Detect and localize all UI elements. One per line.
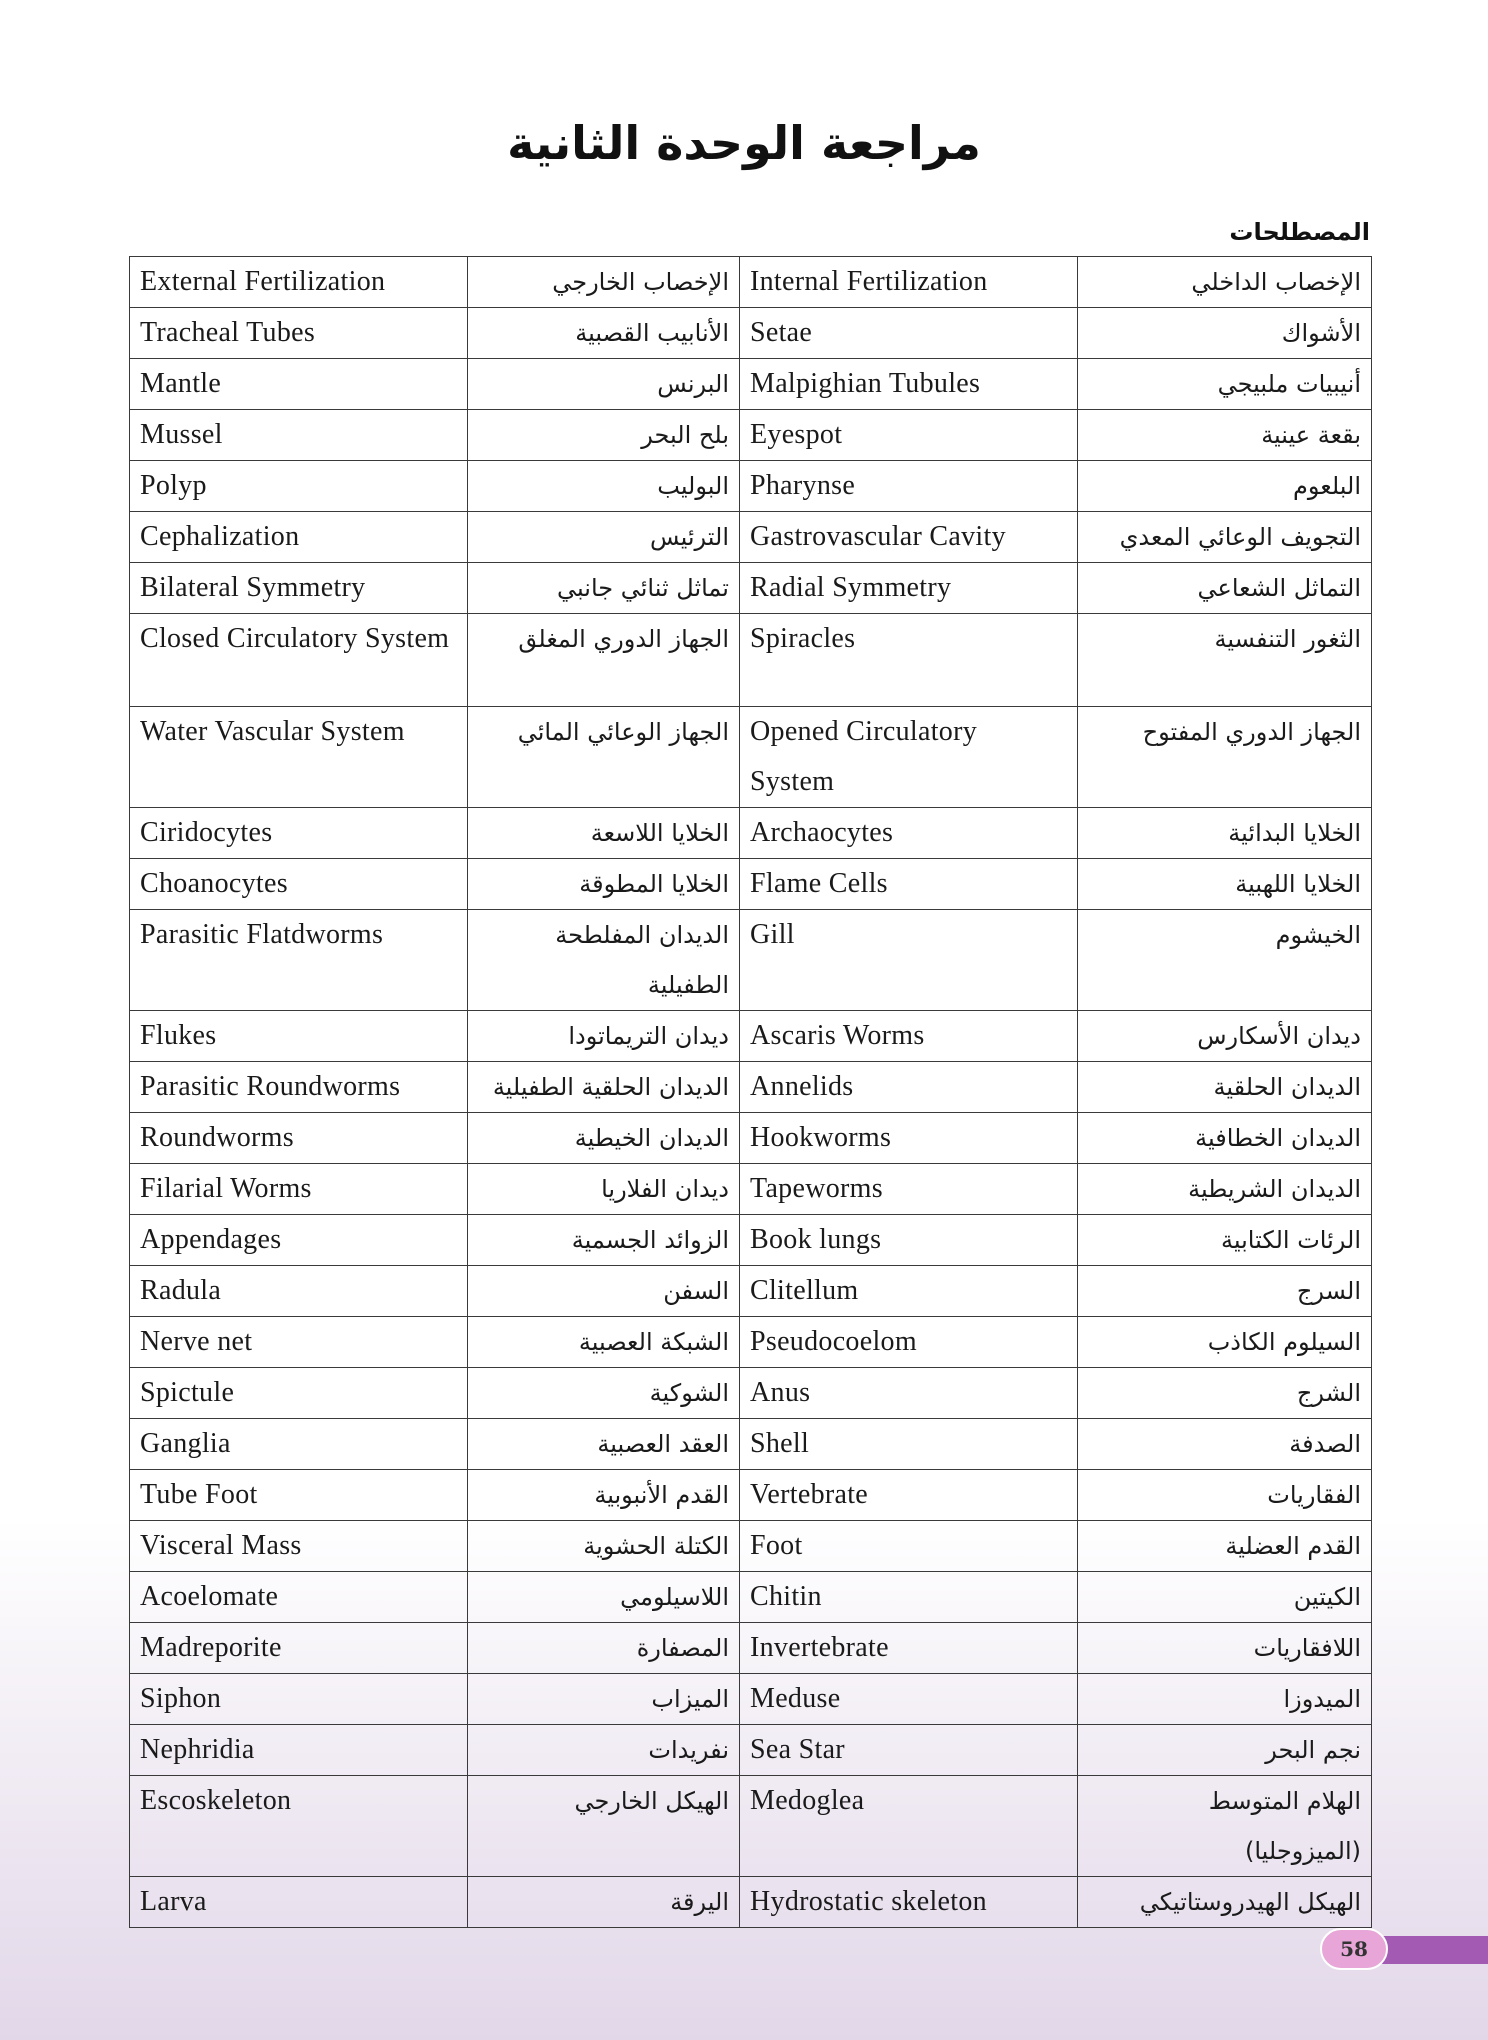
table-row xyxy=(130,859,1372,910)
term-arabic: الميدوزا xyxy=(1078,1674,1372,1725)
term-arabic: الخلايا اللهبية xyxy=(1078,859,1372,910)
term-arabic: ديدان التريماتودا xyxy=(468,1011,740,1062)
term-english: Setae xyxy=(740,308,1078,359)
table-row xyxy=(130,1776,1372,1877)
term-arabic: اللافقاريات xyxy=(1078,1623,1372,1674)
term-arabic: الصدفة xyxy=(1078,1419,1372,1470)
term-arabic: البرنس xyxy=(468,359,740,410)
table-row xyxy=(130,1623,1372,1674)
term-english: Spiracles xyxy=(740,614,1078,707)
table-row xyxy=(130,808,1372,859)
table-row xyxy=(130,707,1372,808)
term-english: Flame Cells xyxy=(740,859,1078,910)
term-english: External Fertilization xyxy=(130,257,468,308)
term-english: Ciridocytes xyxy=(130,808,468,859)
table-row xyxy=(130,563,1372,614)
page-number: 58 xyxy=(1320,1928,1388,1970)
term-english: Parasitic Roundworms xyxy=(130,1062,468,1113)
table-row xyxy=(130,1572,1372,1623)
term-arabic: الخلايا المطوقة xyxy=(468,859,740,910)
term-arabic: الخيشوم xyxy=(1078,910,1372,1011)
table-row xyxy=(130,461,1372,512)
term-english: Closed Circulatory System xyxy=(130,614,468,707)
term-arabic: الأنابيب القصبية xyxy=(468,308,740,359)
table-row xyxy=(130,1419,1372,1470)
term-arabic: الديدان المفلطحة الطفيلية xyxy=(468,910,740,1011)
term-arabic: الجهاز الدوري المغلق xyxy=(468,614,740,707)
term-arabic: السفن xyxy=(468,1266,740,1317)
term-english: Escoskeleton xyxy=(130,1776,468,1877)
table-row xyxy=(130,410,1372,461)
term-arabic: العقد العصبية xyxy=(468,1419,740,1470)
term-english: Shell xyxy=(740,1419,1078,1470)
term-arabic: الديدان الحلقية xyxy=(1078,1062,1372,1113)
term-english: Book lungs xyxy=(740,1215,1078,1266)
term-english: Gastrovascular Cavity xyxy=(740,512,1078,563)
term-arabic: السرج xyxy=(1078,1266,1372,1317)
term-arabic: الإخصاب الخارجي xyxy=(468,257,740,308)
table-row xyxy=(130,614,1372,707)
table-row xyxy=(130,1725,1372,1776)
term-arabic: بلح البحر xyxy=(468,410,740,461)
term-english: Nerve net xyxy=(130,1317,468,1368)
term-arabic: المصفارة xyxy=(468,1623,740,1674)
term-english: Ganglia xyxy=(130,1419,468,1470)
term-english: Pharynse xyxy=(740,461,1078,512)
term-english: Spictule xyxy=(130,1368,468,1419)
page-title: مراجعة الوحدة الثانية xyxy=(507,116,981,170)
term-arabic: البوليب xyxy=(468,461,740,512)
term-arabic: ديدان الفلاريا xyxy=(468,1164,740,1215)
term-english: Hydrostatic skeleton xyxy=(740,1877,1078,1928)
term-arabic: الشرج xyxy=(1078,1368,1372,1419)
term-english: Hookworms xyxy=(740,1113,1078,1164)
term-english: Appendages xyxy=(130,1215,468,1266)
term-english: Parasitic Flatdworms xyxy=(130,910,468,1011)
glossary-table xyxy=(129,256,1372,1928)
table-row xyxy=(130,1266,1372,1317)
term-english: Polyp xyxy=(130,461,468,512)
table-row xyxy=(130,1215,1372,1266)
term-arabic: ديدان الأسكارس xyxy=(1078,1011,1372,1062)
term-arabic: الميزاب xyxy=(468,1674,740,1725)
term-english: Flukes xyxy=(130,1011,468,1062)
term-arabic: الأشواك xyxy=(1078,308,1372,359)
term-arabic: الخلايا البدائية xyxy=(1078,808,1372,859)
term-arabic: الهيكل الخارجي xyxy=(468,1776,740,1877)
term-english: Eyespot xyxy=(740,410,1078,461)
term-english: Pseudocoelom xyxy=(740,1317,1078,1368)
term-arabic: الإخصاب الداخلي xyxy=(1078,257,1372,308)
term-arabic: الفقاريات xyxy=(1078,1470,1372,1521)
term-english: Acoelomate xyxy=(130,1572,468,1623)
term-arabic: الجهاز الوعائي المائي xyxy=(468,707,740,808)
term-english: Clitellum xyxy=(740,1266,1078,1317)
term-arabic: الديدان الحلقية الطفيلية xyxy=(468,1062,740,1113)
term-arabic: الشوكية xyxy=(468,1368,740,1419)
table-row xyxy=(130,359,1372,410)
table-row xyxy=(130,257,1372,308)
table-row xyxy=(130,1521,1372,1572)
footer-bar xyxy=(1380,1936,1488,1964)
term-arabic: الجهاز الدوري المفتوح xyxy=(1078,707,1372,808)
table-row xyxy=(130,1877,1372,1928)
table-row xyxy=(130,1470,1372,1521)
term-english: Larva xyxy=(130,1877,468,1928)
term-english: Tapeworms xyxy=(740,1164,1078,1215)
term-arabic: البلعوم xyxy=(1078,461,1372,512)
term-english: Anus xyxy=(740,1368,1078,1419)
term-arabic: الكيتين xyxy=(1078,1572,1372,1623)
term-arabic: الديدان الشريطية xyxy=(1078,1164,1372,1215)
table-row xyxy=(130,512,1372,563)
term-english: Filarial Worms xyxy=(130,1164,468,1215)
term-arabic: السيلوم الكاذب xyxy=(1078,1317,1372,1368)
term-english: Vertebrate xyxy=(740,1470,1078,1521)
table-row xyxy=(130,308,1372,359)
table-row xyxy=(130,1164,1372,1215)
term-arabic: الديدان الخيطية xyxy=(468,1113,740,1164)
term-arabic: الخلايا اللاسعة xyxy=(468,808,740,859)
term-english: Cephalization xyxy=(130,512,468,563)
term-arabic: القدم العضلية xyxy=(1078,1521,1372,1572)
term-english: Sea Star xyxy=(740,1725,1078,1776)
glossary-table-body xyxy=(130,257,1372,1928)
table-row xyxy=(130,1368,1372,1419)
term-english: Medoglea xyxy=(740,1776,1078,1877)
term-arabic: القدم الأنبوبية xyxy=(468,1470,740,1521)
term-arabic: التجويف الوعائي المعدي xyxy=(1078,512,1372,563)
term-english: Mantle xyxy=(130,359,468,410)
term-english: Mussel xyxy=(130,410,468,461)
term-arabic: الثغور التنفسية xyxy=(1078,614,1372,707)
term-english: Internal Fertilization xyxy=(740,257,1078,308)
term-arabic: بقعة عينية xyxy=(1078,410,1372,461)
term-arabic: اليرقة xyxy=(468,1877,740,1928)
term-arabic: اللاسيلومي xyxy=(468,1572,740,1623)
term-english: Foot xyxy=(740,1521,1078,1572)
term-english: Roundworms xyxy=(130,1113,468,1164)
term-arabic: الرئات الكتابية xyxy=(1078,1215,1372,1266)
term-arabic: نفريدات xyxy=(468,1725,740,1776)
term-english: Visceral Mass xyxy=(130,1521,468,1572)
page-footer xyxy=(1320,1928,1488,1970)
term-arabic: الهيكل الهيدروستاتيكي xyxy=(1078,1877,1372,1928)
term-english: Malpighian Tubules xyxy=(740,359,1078,410)
term-english: Gill xyxy=(740,910,1078,1011)
term-english: Bilateral Symmetry xyxy=(130,563,468,614)
term-english: Nephridia xyxy=(130,1725,468,1776)
term-english: Chitin xyxy=(740,1572,1078,1623)
term-arabic: الشبكة العصبية xyxy=(468,1317,740,1368)
table-row xyxy=(130,1317,1372,1368)
term-english: Archaocytes xyxy=(740,808,1078,859)
term-english: Radial Symmetry xyxy=(740,563,1078,614)
term-arabic: الكتلة الحشوية xyxy=(468,1521,740,1572)
term-english: Invertebrate xyxy=(740,1623,1078,1674)
term-arabic: أنيبيات ملبيجي xyxy=(1078,359,1372,410)
table-row xyxy=(130,1062,1372,1113)
table-row xyxy=(130,1113,1372,1164)
term-arabic: الديدان الخطافية xyxy=(1078,1113,1372,1164)
term-arabic: الهلام المتوسط (الميزوجليا) xyxy=(1078,1776,1372,1877)
term-english: Water Vascular System xyxy=(130,707,468,808)
term-english: Annelids xyxy=(740,1062,1078,1113)
term-english: Siphon xyxy=(130,1674,468,1725)
term-english: Choanocytes xyxy=(130,859,468,910)
term-english: Meduse xyxy=(740,1674,1078,1725)
term-english: Tracheal Tubes xyxy=(130,308,468,359)
term-arabic: التماثل الشعاعي xyxy=(1078,563,1372,614)
term-english: Ascaris Worms xyxy=(740,1011,1078,1062)
term-arabic: الزوائد الجسمية xyxy=(468,1215,740,1266)
table-row xyxy=(130,910,1372,1011)
term-english: Tube Foot xyxy=(130,1470,468,1521)
term-arabic: تماثل ثنائي جانبي xyxy=(468,563,740,614)
term-arabic: الترئيس xyxy=(468,512,740,563)
term-english: Madreporite xyxy=(130,1623,468,1674)
section-heading: المصطلحات xyxy=(1229,218,1370,246)
table-row xyxy=(130,1674,1372,1725)
table-row xyxy=(130,1011,1372,1062)
term-arabic: نجم البحر xyxy=(1078,1725,1372,1776)
term-english: Opened Circulatory System xyxy=(740,707,1078,808)
term-english: Radula xyxy=(130,1266,468,1317)
